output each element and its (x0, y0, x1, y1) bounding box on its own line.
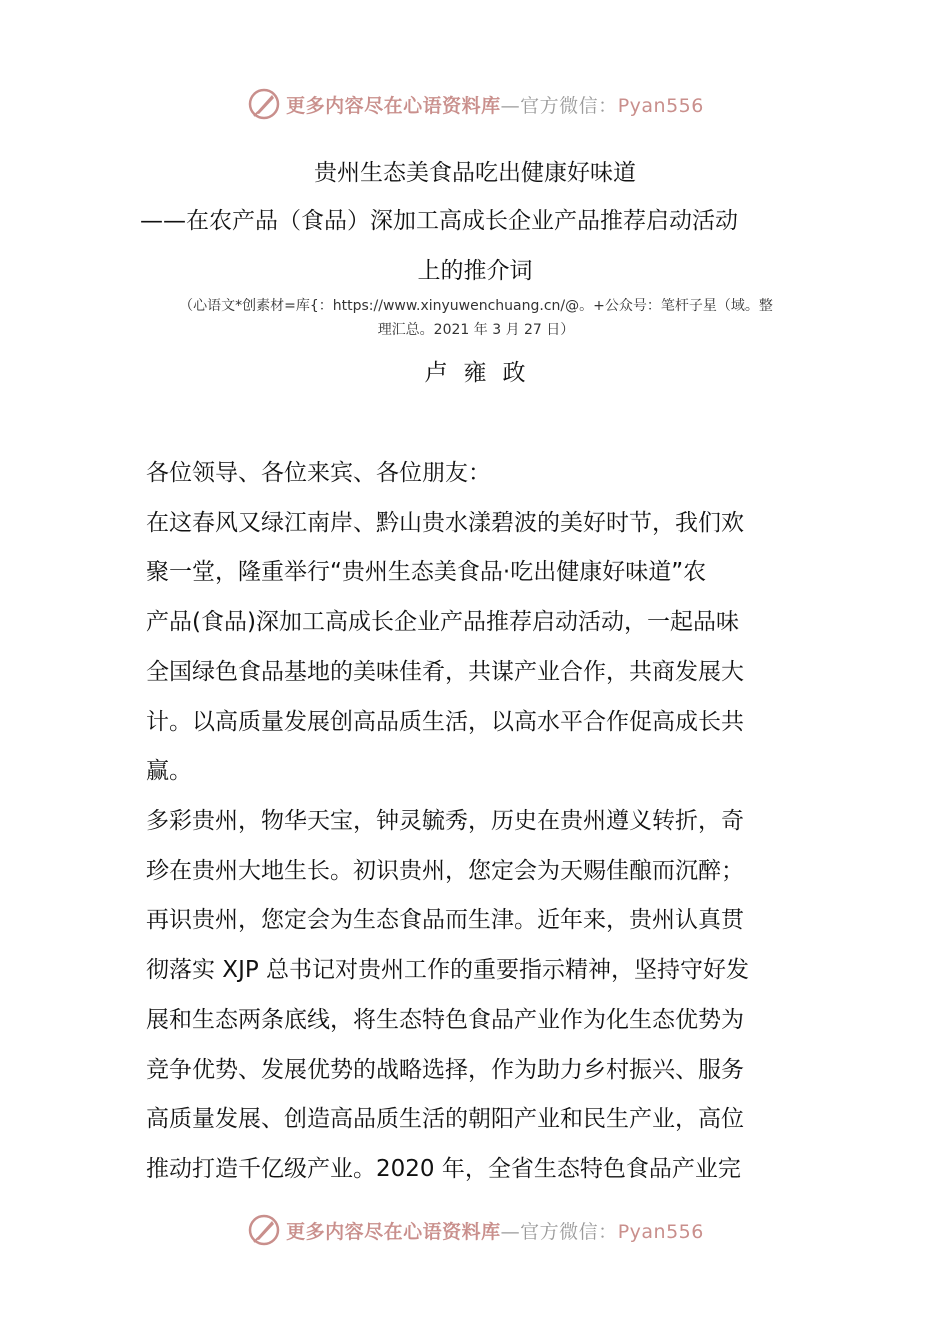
body-line: 产品(食品)深加工高成长企业产品推荐启动活动，一起品味 (146, 609, 739, 635)
header-banner (0, 84, 950, 124)
body-line: 全国绿色食品基地的美味佳肴，共谋产业合作，共商发展大 (146, 659, 744, 685)
body-line: 再识贵州，您定会为生态食品而生津。近年来，贵州认真贯 (146, 907, 744, 933)
author-name: 卢雍政 (424, 360, 542, 386)
body-line: 计。以高质量发展创高品质生活，以高水平合作促高成长共 (146, 709, 744, 735)
source-note-line-2: 理汇总。2021 年 3 月 27 日） (377, 322, 575, 338)
page-title: 贵州生态美食品吃出健康好味道 (314, 160, 636, 186)
page-subtitle-continued: 上的推介词 (417, 258, 533, 284)
quill-logo-icon (246, 1212, 282, 1248)
source-note-line-1: （心语文*创素材=库{：https://www.xinyuwenchuang.cn/@。+公众号：笔杆子星（域。整 (179, 298, 773, 314)
body-line: 各位领导、各位来宾、各位朋友： (146, 460, 491, 486)
banner-text: 更多内容尽在心语资料库—官方微信：Pyan556 (286, 1220, 704, 1243)
body-line: 推动打造千亿级产业。2020 年，全省生态特色食品产业完 (146, 1156, 741, 1182)
body-line: 赢。 (146, 758, 192, 784)
body-line: 竞争优势、发展优势的战略选择，作为助力乡村振兴、服务 (146, 1057, 744, 1083)
body-line: 展和生态两条底线，将生态特色食品产业作为化生态优势为 (146, 1007, 744, 1033)
body-line: 在这春风又绿江南岸、黔山贵水漾碧波的美好时节，我们欢 (146, 510, 744, 536)
quill-logo-icon (246, 86, 282, 122)
body-line: 彻落实 XJP 总书记对贵州工作的重要指示精神，坚持守好发 (146, 957, 750, 983)
body-line: 聚一堂，隆重举行“贵州生态美食品·吃出健康好味道”农 (146, 559, 707, 585)
body-line: 珍在贵州大地生长。初识贵州，您定会为天赐佳酿而沉醉； (146, 858, 744, 884)
banner-text: 更多内容尽在心语资料库—官方微信：Pyan556 (286, 94, 704, 117)
page-subtitle: ——在农产品（食品）深加工高成长企业产品推荐启动活动 (140, 208, 738, 234)
body-line: 多彩贵州，物华天宝，钟灵毓秀，历史在贵州遵义转折，奇 (146, 808, 744, 834)
footer-banner (0, 1210, 950, 1250)
body-line: 高质量发展、创造高品质生活的朝阳产业和民生产业，高位 (146, 1106, 744, 1132)
